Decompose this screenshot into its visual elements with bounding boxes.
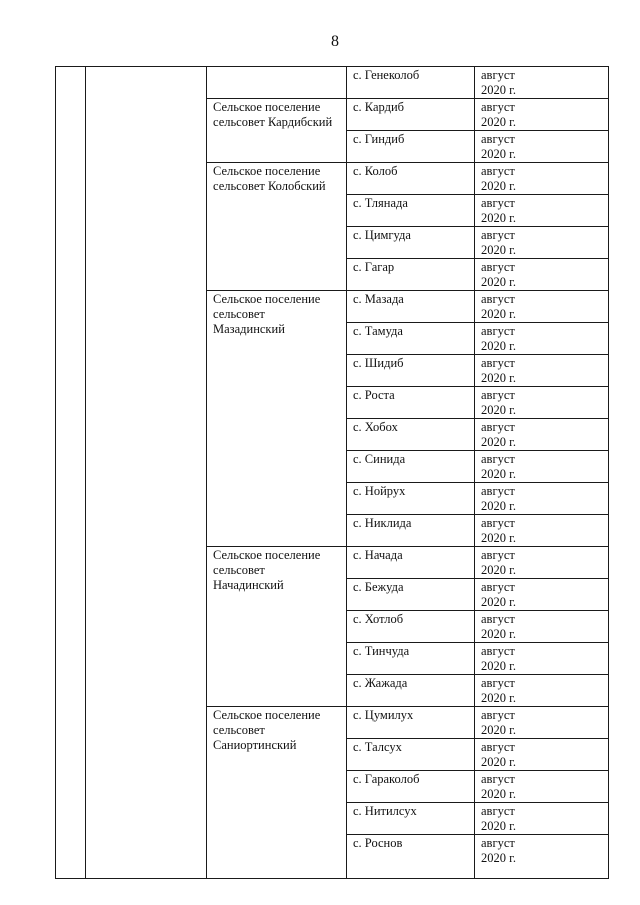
date-year: 2020 г. <box>481 147 516 161</box>
village-cell: с. Роста <box>347 387 475 419</box>
date-month: август <box>481 708 515 722</box>
date-cell <box>475 131 609 163</box>
date-cell <box>475 163 609 195</box>
village-cell: с. Тинчуда <box>347 643 475 675</box>
date-cell <box>475 227 609 259</box>
village-cell: с. Хобох <box>347 419 475 451</box>
date-year: 2020 г. <box>481 627 516 641</box>
date-month: август <box>481 516 515 530</box>
settlement-schedule-table <box>55 66 609 879</box>
village-cell: с. Гараколоб <box>347 771 475 803</box>
settlement-name-line: Сельское поселение <box>213 708 321 722</box>
date-month: август <box>481 260 515 274</box>
settlement-cell <box>207 67 347 99</box>
village-cell: с. Бежуда <box>347 579 475 611</box>
settlement-name-line: Сельское поселение <box>213 164 321 178</box>
date-month: август <box>481 612 515 626</box>
date-cell <box>475 739 609 771</box>
date-month: август <box>481 420 515 434</box>
blank-column-cell <box>86 67 207 879</box>
village-cell: с. Хотлоб <box>347 611 475 643</box>
date-cell <box>475 291 609 323</box>
settlement-name-line: Сельское поселение <box>213 548 321 562</box>
village-cell: с. Цумилух <box>347 707 475 739</box>
date-cell <box>475 547 609 579</box>
village-cell: с. Цимгуда <box>347 227 475 259</box>
settlement-cell <box>207 99 347 163</box>
date-month: август <box>481 196 515 210</box>
date-cell <box>475 611 609 643</box>
date-year: 2020 г. <box>481 851 516 865</box>
village-cell: с. Нойрух <box>347 483 475 515</box>
table-row <box>56 67 609 99</box>
settlement-cell <box>207 163 347 291</box>
date-year: 2020 г. <box>481 371 516 385</box>
date-cell <box>475 835 609 879</box>
date-cell <box>475 387 609 419</box>
date-month: август <box>481 228 515 242</box>
date-month: август <box>481 164 515 178</box>
settlement-name-line: Сельское поселение <box>213 100 321 114</box>
village-cell: с. Колоб <box>347 163 475 195</box>
date-month: август <box>481 676 515 690</box>
village-cell: с. Тлянада <box>347 195 475 227</box>
settlement-cell <box>207 707 347 879</box>
date-month: август <box>481 356 515 370</box>
settlement-name-line: сельсовет <box>213 563 265 577</box>
date-cell <box>475 771 609 803</box>
date-cell <box>475 707 609 739</box>
settlement-name-line: сельсовет <box>213 723 265 737</box>
date-month: август <box>481 484 515 498</box>
date-year: 2020 г. <box>481 595 516 609</box>
date-month: август <box>481 132 515 146</box>
date-year: 2020 г. <box>481 819 516 833</box>
village-cell: с. Талсух <box>347 739 475 771</box>
date-year: 2020 г. <box>481 243 516 257</box>
date-cell <box>475 515 609 547</box>
date-year: 2020 г. <box>481 787 516 801</box>
date-year: 2020 г. <box>481 723 516 737</box>
date-year: 2020 г. <box>481 691 516 705</box>
village-cell: с. Роснов <box>347 835 475 879</box>
date-cell <box>475 643 609 675</box>
date-year: 2020 г. <box>481 211 516 225</box>
settlement-name-line: Начадинский <box>213 578 284 592</box>
date-month: август <box>481 292 515 306</box>
date-month: август <box>481 772 515 786</box>
date-cell <box>475 419 609 451</box>
date-year: 2020 г. <box>481 563 516 577</box>
date-month: август <box>481 740 515 754</box>
date-month: август <box>481 452 515 466</box>
village-cell: с. Гиндиб <box>347 131 475 163</box>
village-cell: с. Жажада <box>347 675 475 707</box>
village-cell: с. Синида <box>347 451 475 483</box>
date-month: август <box>481 804 515 818</box>
date-year: 2020 г. <box>481 531 516 545</box>
date-cell <box>475 451 609 483</box>
settlement-name-line: Сельское поселение <box>213 292 321 306</box>
date-month: август <box>481 548 515 562</box>
date-year: 2020 г. <box>481 403 516 417</box>
date-year: 2020 г. <box>481 467 516 481</box>
date-cell <box>475 675 609 707</box>
date-cell <box>475 323 609 355</box>
table-body <box>56 67 609 879</box>
village-cell: с. Генеколоб <box>347 67 475 99</box>
date-cell <box>475 67 609 99</box>
date-cell <box>475 803 609 835</box>
date-cell <box>475 99 609 131</box>
date-cell <box>475 483 609 515</box>
date-cell <box>475 259 609 291</box>
date-month: август <box>481 836 515 850</box>
village-cell: с. Начада <box>347 547 475 579</box>
date-year: 2020 г. <box>481 755 516 769</box>
date-year: 2020 г. <box>481 307 516 321</box>
date-cell <box>475 579 609 611</box>
settlement-name-line: сельсовет Колобский <box>213 179 326 193</box>
date-month: август <box>481 644 515 658</box>
date-year: 2020 г. <box>481 179 516 193</box>
date-month: август <box>481 388 515 402</box>
date-month: август <box>481 68 515 82</box>
settlement-name-line: сельсовет <box>213 307 265 321</box>
blank-column-cell <box>56 67 86 879</box>
date-month: август <box>481 100 515 114</box>
village-cell: с. Мазада <box>347 291 475 323</box>
village-cell: с. Никлида <box>347 515 475 547</box>
date-year: 2020 г. <box>481 275 516 289</box>
date-year: 2020 г. <box>481 435 516 449</box>
page-number: 8 <box>331 33 339 50</box>
date-year: 2020 г. <box>481 83 516 97</box>
settlement-cell <box>207 547 347 707</box>
settlement-name-line: Саниортинский <box>213 738 297 752</box>
village-cell: с. Гагар <box>347 259 475 291</box>
settlement-cell <box>207 291 347 547</box>
village-cell: с. Нитилсух <box>347 803 475 835</box>
date-cell <box>475 195 609 227</box>
village-cell: с. Тамуда <box>347 323 475 355</box>
date-year: 2020 г. <box>481 499 516 513</box>
settlement-name-line: Мазадинский <box>213 322 285 336</box>
settlement-name-line: сельсовет Кардибский <box>213 115 333 129</box>
date-month: август <box>481 580 515 594</box>
date-month: август <box>481 324 515 338</box>
village-cell: с. Шидиб <box>347 355 475 387</box>
village-cell: с. Кардиб <box>347 99 475 131</box>
date-cell <box>475 355 609 387</box>
date-year: 2020 г. <box>481 339 516 353</box>
date-year: 2020 г. <box>481 659 516 673</box>
date-year: 2020 г. <box>481 115 516 129</box>
